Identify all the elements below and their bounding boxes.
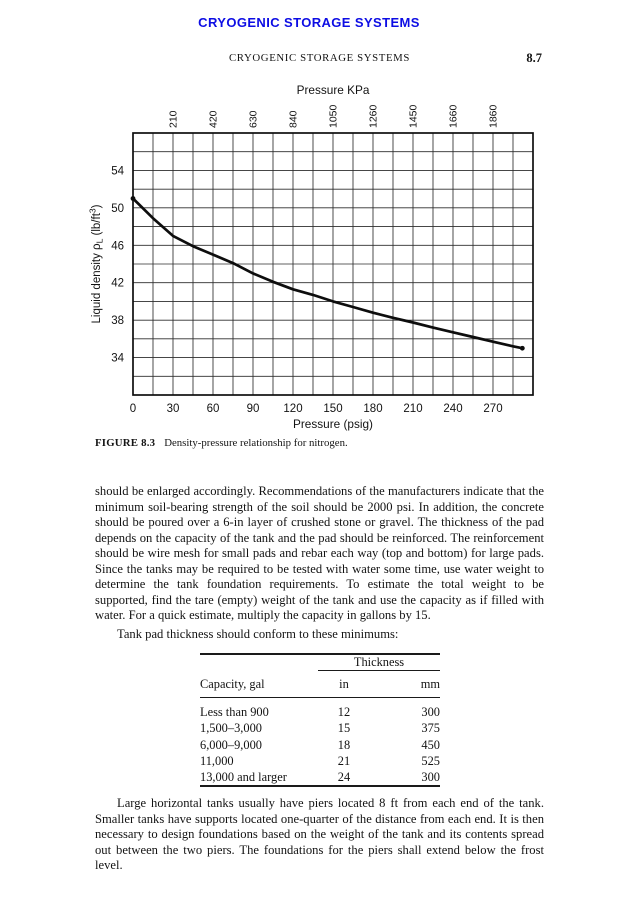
chapter-title-link[interactable]: CRYOGENIC STORAGE SYSTEMS	[198, 15, 420, 30]
curve-start-point	[131, 196, 136, 201]
top-tick-label: 210	[167, 110, 180, 128]
figure-caption	[95, 437, 544, 449]
running-header	[95, 52, 544, 68]
table-group-header-row	[200, 654, 440, 671]
top-tick-label: 1860	[487, 104, 500, 128]
cell-mm: 450	[421, 737, 440, 752]
cell-capacity: 11,000	[200, 753, 234, 768]
x-axis-title: Pressure (psig)	[293, 417, 373, 431]
y-tick-label: 46	[111, 240, 124, 253]
y-tick-label: 34	[111, 352, 124, 365]
table-row	[200, 769, 440, 786]
cell-capacity: 13,000 and larger	[200, 770, 287, 785]
table-spacer-cell	[200, 654, 318, 671]
table-group-header: Thickness	[318, 654, 440, 671]
cell-mm: 300	[421, 705, 440, 719]
chart-grid	[133, 133, 533, 395]
top-tick-label: 630	[247, 110, 260, 128]
top-tick-label: 1660	[447, 104, 460, 128]
thickness-table	[200, 653, 440, 787]
text-column	[95, 437, 544, 874]
x-tick-label: 150	[323, 403, 343, 415]
figure-caption-label: FIGURE 8.3	[95, 437, 156, 449]
paragraph-pad-thickness: Tank pad thickness should conform to these minimums:	[117, 626, 399, 641]
table-row	[200, 753, 440, 769]
top-tick-label: 840	[287, 110, 300, 128]
y-tick-label: 50	[111, 202, 124, 215]
top-tick-label: 1260	[367, 104, 380, 128]
chapter-link-bar	[0, 14, 618, 32]
paragraph-foundation: should be enlarged accordingly. Recommendations of the manufacturers indicate that the minimum soil-bearing strength of the soil should be 2000 psi. In addition, the concrete should be poured over a 6-in layer of crushed stone or gravel. The thickness of the pad depends on the capacity of the tank and the pad should be reinforced. The reinforcement should be wire mesh for small pads and rebar each way (top and bottom) for large pads. Since the tanks may be required to be tested with water some time, use water weight to determine the tank foundation requirements. To estimate the total weight to be supported, find the tare (empty) weight of the tank and use the capacity as if filled with water. For a quick estimate, multiply the capacity in gallons by 15.	[95, 484, 544, 622]
cell-capacity: Less than 900	[200, 705, 269, 719]
x-tick-label: 210	[403, 403, 423, 415]
figure-caption-text: Density-pressure relationship for nitrogen.	[164, 437, 348, 449]
col-header-mm: mm	[370, 671, 440, 698]
cell-mm: 375	[421, 721, 440, 736]
y-tick-label: 54	[111, 165, 124, 178]
x-tick-label: 120	[283, 403, 303, 415]
table-row	[200, 737, 440, 753]
density-curve	[133, 199, 522, 349]
table-row	[200, 720, 440, 736]
x-tick-label: 0	[129, 403, 137, 415]
x-tick-label: 60	[206, 403, 220, 415]
x-tick-label: 90	[246, 403, 260, 415]
running-header-title: CRYOGENIC STORAGE SYSTEMS	[229, 52, 410, 64]
top-axis-title: Pressure KPa	[296, 83, 370, 97]
y-tick-label: 42	[111, 277, 124, 290]
cell-in: 24	[337, 770, 351, 785]
top-tick-label: 420	[207, 110, 220, 128]
cell-mm: 300	[421, 770, 440, 785]
cell-mm: 525	[421, 753, 440, 768]
y-tick-label: 38	[111, 315, 124, 328]
cell-in: 15	[337, 721, 351, 736]
chart-axis-labels	[88, 83, 503, 431]
table-row	[200, 698, 440, 721]
x-tick-label: 240	[443, 403, 463, 415]
col-header-in: in	[318, 671, 370, 698]
table-header-row	[200, 671, 440, 698]
col-header-capacity: Capacity, gal	[200, 671, 318, 698]
top-tick-label: 1450	[407, 104, 420, 128]
cell-capacity: 6,000–9,000	[200, 737, 262, 752]
density-pressure-figure	[0, 80, 618, 432]
page-number: 8.7	[526, 51, 542, 65]
paragraph-horizontal-tanks: Large horizontal tanks usually have piers located 8 ft from each end of the tank. Smaller tanks have supports located one-quarter of the distance from each end. It is then necessary to design foundations based on the weight of the tank and its contents spread out between the two piers. The foundations for the piers shall extend below the frost level.	[95, 796, 544, 873]
cell-in: 12	[337, 705, 351, 719]
x-tick-label: 30	[166, 403, 180, 415]
curve-end-point	[520, 346, 525, 351]
y-axis-title: Liquid density $\rho_L$ $(lb/ft^3)$	[87, 204, 105, 324]
top-tick-label: 1050	[327, 104, 340, 128]
cell-in: 18	[337, 737, 351, 752]
cell-capacity: 1,500–3,000	[200, 721, 262, 736]
cell-in: 21	[337, 753, 351, 768]
x-tick-label: 180	[363, 403, 383, 415]
x-tick-label: 270	[483, 403, 503, 415]
density-pressure-chart	[0, 80, 618, 432]
